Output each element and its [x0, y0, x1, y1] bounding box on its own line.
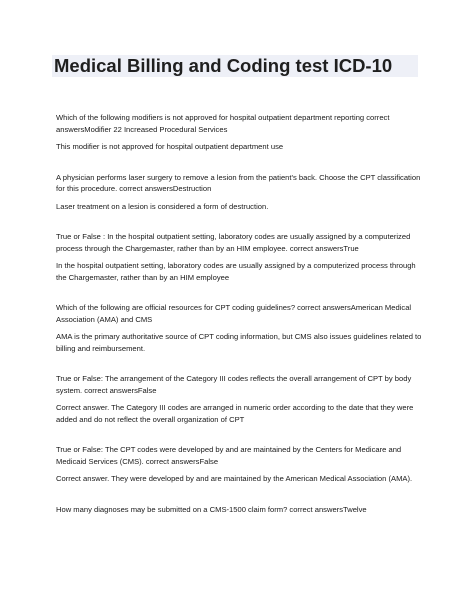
explanation-text: Correct answer. They were developed by and are maintained by the American Medical Association (AMA).: [56, 474, 413, 483]
question-text: A physician performs laser surgery to remove a lesion from the patient's back. Choose the CPT classification for this procedure. correct answersDestruction: [56, 172, 421, 193]
explanation-text: This modifier is not approved for hospital outpatient department use: [56, 142, 284, 151]
qa-item: [56, 444, 426, 485]
qa-item: [56, 172, 426, 213]
qa-item: [56, 112, 426, 153]
qa-item: [56, 302, 426, 354]
document-title: Medical Billing and Coding test ICD-10: [54, 55, 393, 76]
qa-item: [56, 231, 426, 283]
explanation-text: Laser treatment on a lesion is considered a form of destruction.: [56, 201, 269, 211]
question-text: Which of the following are official resources for CPT coding guidelines? correct answersAmerican Medical Association (AMA) and CMS: [56, 303, 412, 324]
question-text: True or False: The arrangement of the Category III codes reflects the overall arrangement of CPT by body system. correct answersFalse: [56, 374, 412, 395]
qa-item: [56, 373, 426, 425]
explanation-text: Correct answer. The Category III codes are arranged in numeric order according to the date that they were added and do not reflect the overall organization of CPT: [56, 403, 414, 424]
explanation-text: AMA is the primary authoritative source of CPT coding information, but CMS also issues guidelines related to billing and reimbursement.: [56, 332, 422, 353]
question-text: Which of the following modifiers is not approved for hospital outpatient department reporting correct answersModifier 22 Increased Procedural Services: [56, 113, 390, 134]
document-body: [56, 112, 426, 521]
explanation-text: In the hospital outpatient setting, laboratory codes are usually assigned by a computerized process through the Chargemaster, rather than by an HIM employee: [56, 261, 416, 282]
question-text: True or False: The CPT codes were developed by and are maintained by the Centers for Medicare and Medicaid Services (CMS). correct answersFalse: [56, 445, 402, 466]
qa-item: [56, 504, 426, 516]
question-text: How many diagnoses may be submitted on a CMS-1500 claim form? correct answersTwelve: [56, 504, 367, 514]
question-text: True or False : In the hospital outpatient setting, laboratory codes are usually assigned by a computerized process through the Chargemaster, rather than by an HIM employee. correct answersTrue: [56, 232, 411, 253]
